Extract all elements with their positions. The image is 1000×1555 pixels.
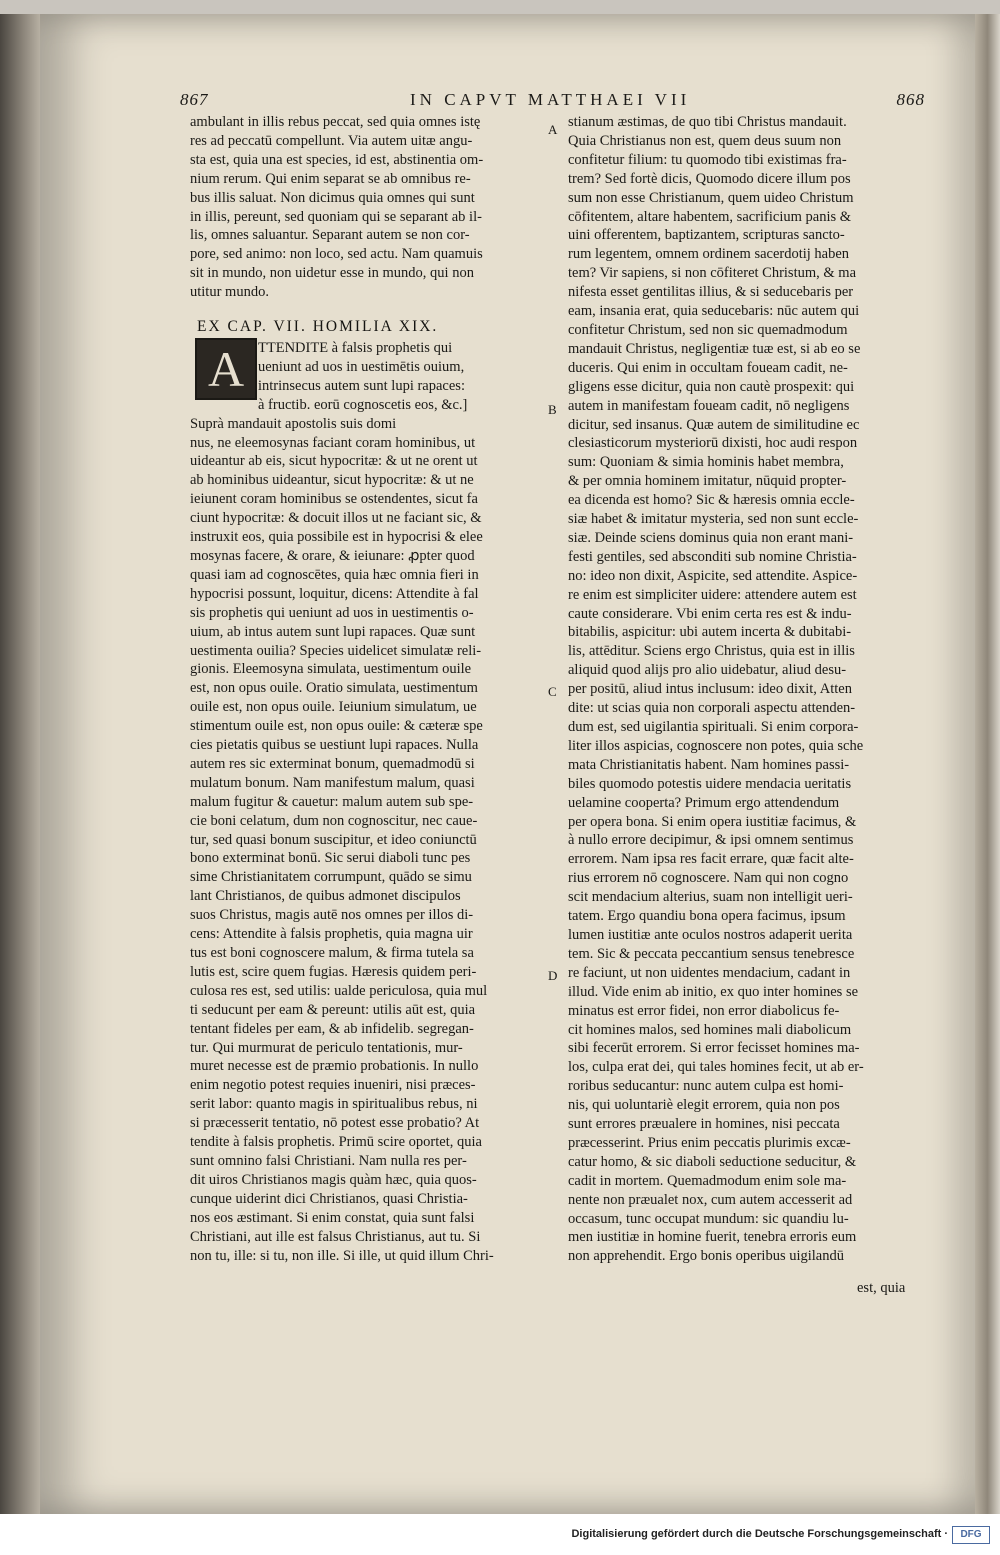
text-line: aliquid quod alijs pro alio uidebatur, aliud desu- xyxy=(568,662,847,679)
text-line: à fructib. eorū cognoscetis eos, &c.] xyxy=(258,396,468,413)
text-line: hypocrisi possunt, loquitur, dicens: Attendite à fal xyxy=(190,585,479,602)
text-line: lant Christianos, de quibus admonet discipulos xyxy=(190,888,461,905)
text-line: tur, sed quasi bonum suscipitur, et ideo coniunctū xyxy=(190,831,477,848)
text-line: intrinsecus autem sunt lupi rapaces: xyxy=(258,377,465,394)
text-line: catur homo, & sic diaboli seductione seducitur, & xyxy=(568,1153,857,1170)
text-line: mulatum bonum. Nam manifestum malum, quasi xyxy=(190,774,475,791)
text-line: occasum, tunc occupat mundum: sic quandiu lu- xyxy=(568,1210,849,1227)
text-line: biles quomodo potestis uidere mendacia ueritatis xyxy=(568,775,852,792)
right-column xyxy=(568,113,928,1266)
text-line: festi gentiles, sed absconditi sub nomine Christia- xyxy=(568,548,857,565)
text-line: nium rerum. Qui enim separat se ab omnibus re- xyxy=(190,170,471,187)
text-line: tem. Sic & peccata peccantium sensus tenebresce xyxy=(568,945,855,962)
text-line: ambulant in illis rebus peccat, sed quia omnes istę xyxy=(190,114,481,130)
text-line: los, culpa erat dei, qui tales homines fecit, ut ab er- xyxy=(568,1059,864,1076)
text-line: gionis. Eleemosyna simulata, uestimentum ouile xyxy=(190,661,472,678)
text-line: dicitur, sed insanus. Quæ autem de similitudine ec xyxy=(568,416,860,433)
text-line: stimentum ouile est, non opus ouile: & cæteræ spe xyxy=(190,718,483,735)
text-line: est, non opus ouile. Oratio simulata, uestimentum xyxy=(190,680,478,697)
margin-marker-b: B xyxy=(548,402,557,417)
text-line: utitur mundo. xyxy=(190,284,269,301)
text-line: à nullo errore decipimur, & ipsi omnem sentimus xyxy=(568,832,854,849)
text-line: ab hominibus uideantur, sicut hypocritæ: & ut ne xyxy=(190,472,474,489)
text-line: bono exterminat bonū. Sic serui diaboli tunc pes xyxy=(190,850,471,867)
text-line: mandauit Christus, negligentiæ tuæ est, si ab eo se xyxy=(568,340,861,357)
text-line: liter illos aspicias, cognoscere non potes, quia sche xyxy=(568,737,864,754)
text-line: nifesta esset gentilitas illius, & si seducebaris per xyxy=(568,284,854,301)
text-line: si præcesserit tentatio, nō potest esse probatio? At xyxy=(190,1115,480,1132)
text-line: cit homines malos, sed homines mali diabolicum xyxy=(568,1021,852,1038)
text-line: ciunt hypocritæ: & docuit illos ut ne faciant sic, & xyxy=(190,510,482,527)
text-line: uium, ab intus autem sunt lupi rapaces. Quæ sunt xyxy=(190,623,476,640)
text-line: in illis, pereunt, sed quoniam qui se separant ab il- xyxy=(190,208,482,225)
text-line: mata Christianitatis habent. Nam homines passi- xyxy=(568,756,850,773)
text-line: Quia Christianus non est, quem deus suum non xyxy=(568,132,842,149)
footer-bar xyxy=(0,1514,1000,1555)
text-line: cies pietatis quibus se uestiunt lupi rapaces. Nulla xyxy=(190,737,479,754)
text-line: autem res sic exterminat bonum, quemadmodū si xyxy=(190,755,475,772)
text-line: dum est, sed uigilantia spirituali. Si enim corpora- xyxy=(568,719,859,735)
text-line: muret necesse est de præmio probationis. In nullo xyxy=(190,1058,479,1075)
text-line: no: ideo non dixit, Aspicite, sed attendite. Aspice- xyxy=(568,567,858,584)
text-line: men iustitiæ in homine fuerit, tenebra erroris eum xyxy=(568,1229,857,1246)
text-line: tentant fideles per eam, & ab infidelib. segregan- xyxy=(190,1020,474,1037)
text-line: præcesserint. Prius enim peccatis plurimis excæ- xyxy=(568,1134,851,1151)
text-line: suos Christus, magis autē nos omnes per illos di- xyxy=(190,907,474,924)
margin-marker-d: D xyxy=(548,968,558,983)
running-title: IN CAPVT MATTHAEI VII xyxy=(410,90,691,109)
dfg-logo: DFG xyxy=(952,1526,990,1544)
text-line: duceris. Qui enim in occultam foueam cadit, ne- xyxy=(568,359,848,376)
text-line: tus est boni cognoscere malum, & firma tutela sa xyxy=(190,945,474,961)
text-line: cie boni celatum, dum non cognoscitur, nec caue- xyxy=(190,812,478,829)
text-line: Christiani, aut ille est falsus Christianus, aut tu. Si xyxy=(190,1228,481,1245)
text-line: tem? Vir sapiens, si non cōfiteret Christum, & ma xyxy=(568,265,857,282)
text-line: instruxit eos, quia possibile est in hypocrisi & elee xyxy=(190,529,483,546)
text-line: bitabilis, aspicitur: ubi autem incerta & dubitabi- xyxy=(568,624,852,641)
text-line: lutis est, scire quem fugias. Hæresis quidem peri- xyxy=(190,963,477,980)
footer-credit: Digitalisierung gefördert durch die Deutsche Forschungsgemeinschaft · xyxy=(571,1528,948,1540)
text-line: cunque uiderint dici Christianos, quasi Christia- xyxy=(190,1190,468,1207)
text-line: eam, insania erat, quia seducebaris: nūc autem qui xyxy=(568,303,860,320)
text-line: errorem. Nam ipsa res facit errare, quæ facit alte- xyxy=(568,851,854,868)
text-line: clesiasticorum mysteriorū dixisti, hoc audi respon xyxy=(568,435,858,452)
text-line: culosa res est, sed utilis: ualde periculosa, quia mul xyxy=(190,982,488,999)
text-line: quasi iam ad cognoscētes, quia hæc omnia fieri in xyxy=(190,566,479,583)
text-line: uelamine cooperta? Primum ergo attendendum xyxy=(568,794,840,811)
text-line: nos eos æstimant. Si enim constat, quia sunt falsi xyxy=(190,1209,475,1226)
text-line: per opera bona. Si enim opera iustitiæ facimus, & xyxy=(568,813,857,830)
text-line: sis prophetis qui ueniunt ad uos in uestimentis o- xyxy=(190,604,474,621)
page-number-left: 867 xyxy=(180,90,209,109)
text-line: dite: ut scias quia non corporali aspectu attenden- xyxy=(568,700,856,717)
text-line: & per omnia hominem imitatur, nūquid propter- xyxy=(568,473,847,490)
page-number-right: 868 xyxy=(896,90,925,109)
text-line: bus illis saluat. Non dicimus quia omnes qui sunt xyxy=(190,189,475,206)
text-line: confitetur Christum, sed non sic quemadmodum xyxy=(568,321,848,338)
text-line: nente non præualet nox, cum autem accesserit ad xyxy=(568,1191,853,1208)
text-line: ti seducunt per eam & pereunt: utilis aūt est, quia xyxy=(190,1001,476,1018)
section-heading: EX CAP. VII. HOMILIA XIX. xyxy=(197,318,439,335)
text-line: uini offerentem, baptizantem, scripturas sancto- xyxy=(568,227,845,244)
catchword: est, quia xyxy=(857,1280,906,1296)
text-line: sta est, quia una est species, id est, abstinentia om- xyxy=(190,151,484,168)
text-line: dit uiros Christianos magis quàm hæc, quia quos- xyxy=(190,1171,477,1188)
left-column-top xyxy=(190,113,540,302)
text-line: lis, attēditur. Sciens ergo Christus, quia est in illis xyxy=(568,643,855,660)
text-line: uideantur ab eis, sicut hypocritæ: & ut ne orent ut xyxy=(190,453,478,470)
text-line: ouile est, non opus ouile. Ieiunium simulatum, ue xyxy=(190,699,477,716)
margin-marker-a: A xyxy=(548,122,558,137)
text-line: illud. Vide enim ab initio, ex quo inter homines se xyxy=(568,983,859,1000)
text-line: trem? Sed fortè dicis, Quomodo dicere illum pos xyxy=(568,170,851,187)
text-line: sunt errores præualere in homines, nisi peccata xyxy=(568,1116,840,1133)
text-line: cadit in mortem. Quemadmodum enim sole ma- xyxy=(568,1172,847,1189)
text-line: sum non esse Christianum, quem uideo Christum xyxy=(568,189,854,206)
text-line: tur. Qui murmurat de periculo tentationis, mur- xyxy=(190,1039,463,1056)
text-line: lumen iustitiæ ante oculos nostros adaperit uerita xyxy=(568,926,853,943)
text-line: re faciunt, ut non uidentes mendacium, cadant in xyxy=(568,964,851,981)
page-edge xyxy=(975,14,1000,1514)
text-line: sime Christianitatem corrumpunt, quādo se simu xyxy=(190,869,472,886)
text-line: malum fugitur & cauetur: malum autem sub spe- xyxy=(190,793,474,810)
text-line: gligens esse dicitur, quia non cautè prospexit: qui xyxy=(568,378,855,395)
text-line: TTENDITE à falsis prophetis qui xyxy=(258,340,453,356)
text-line: res ad peccatū compellunt. Via autem uitæ angu- xyxy=(190,132,473,149)
text-line: cens: Attendite à falsis prophetis, quia magna uir xyxy=(190,926,473,943)
text-line: ieiunent coram hominibus se ostendentes, sicut fa xyxy=(190,491,478,508)
text-line: non apprehendit. Ergo bonis operibus uigilandū xyxy=(568,1248,844,1265)
text-line: serit labor: quanto magis in spiritualibus rebus, ni xyxy=(190,1096,478,1113)
text-line: siæ habet & imitatur mysteria, sed non sunt eccle- xyxy=(568,511,859,528)
text-line: scit mendacium alterius, suam non intelligit ueri- xyxy=(568,889,853,906)
text-line: minatus est error fidei, non error diabolicus fe- xyxy=(568,1002,840,1019)
text-line: confitetur filium: tu quomodo tibi existimas fra- xyxy=(568,151,847,168)
text-line: rius errorem nō cognoscere. Nam qui non cogno xyxy=(568,870,849,887)
text-line: tatem. Ergo quandiu bona opera facimus, ipsum xyxy=(568,908,846,925)
text-line: cōfitentem, altare habentem, sacrificium panis & xyxy=(568,208,852,225)
text-line: lis, omnes saluantur. Separant autem se non cor- xyxy=(190,227,470,244)
running-header xyxy=(180,90,925,112)
text-line: non tu, ille: si tu, non ille. Si ille, ut quid illum Chri- xyxy=(190,1247,494,1264)
text-line: sit in mundo, non uidetur esse in mundo, qui non xyxy=(190,265,474,282)
text-line: re enim est simpliciter uidere: attendere autem est xyxy=(568,586,857,603)
text-line: sibi fecerūt errorem. Si error fecisset homines ma- xyxy=(568,1040,860,1057)
margin-marker-c: C xyxy=(548,684,557,699)
text-line: stianum æstimas, de quo tibi Christus mandauit. xyxy=(568,114,847,130)
initial-letter: A xyxy=(207,341,245,397)
text-line: sunt omnino falsi Christiani. Nam nulla res per- xyxy=(190,1152,467,1169)
text-line: sum: Quoniam & simia hominis habet membra, xyxy=(568,454,844,471)
text-line: uestimenta ouilia? Species uidelicet simulatæ reli- xyxy=(190,642,482,659)
text-line: autem in manifestam foueam cadit, nō negligens xyxy=(568,397,850,414)
text-line: siæ. Deinde sciens dominus quia non erant mani- xyxy=(568,529,854,546)
text-line: caute considerare. Vbi enim certa res est & indu- xyxy=(568,605,852,622)
text-line: tendite à falsis prophetis. Primū scire oportet, quia xyxy=(190,1134,482,1151)
text-line: nis, qui uoluntariè elegit errorem, quia non pos xyxy=(568,1097,840,1114)
text-line: ueniunt ad uos in uestimētis ouium, xyxy=(258,358,465,375)
text-line: Suprà mandauit apostolis suis domi xyxy=(190,415,397,432)
book-gutter xyxy=(0,14,40,1514)
left-column-body xyxy=(190,339,540,1265)
text-line: nus, ne eleemosynas faciant coram hominibus, ut xyxy=(190,434,476,451)
text-line: enim negotio potest requies inueniri, nisi præces- xyxy=(190,1077,476,1094)
text-line: pore, sed animo: non loco, sed actu. Nam quamuis xyxy=(190,246,483,263)
text-line: roribus seducantur: nunc autem culpa est homi- xyxy=(568,1078,844,1095)
text-line: per positū, aliud intus inclusum: ideo dixit, Atten xyxy=(568,681,852,698)
text-line: rum legentem, omnem ordinem sacerdotij haben xyxy=(568,246,850,263)
text-line: mosynas facere, & orare, & ieiunare: ꝓpter quod xyxy=(190,547,475,564)
text-line: ea dicenda est homo? Sic & hæresis omnia eccle- xyxy=(568,492,855,509)
